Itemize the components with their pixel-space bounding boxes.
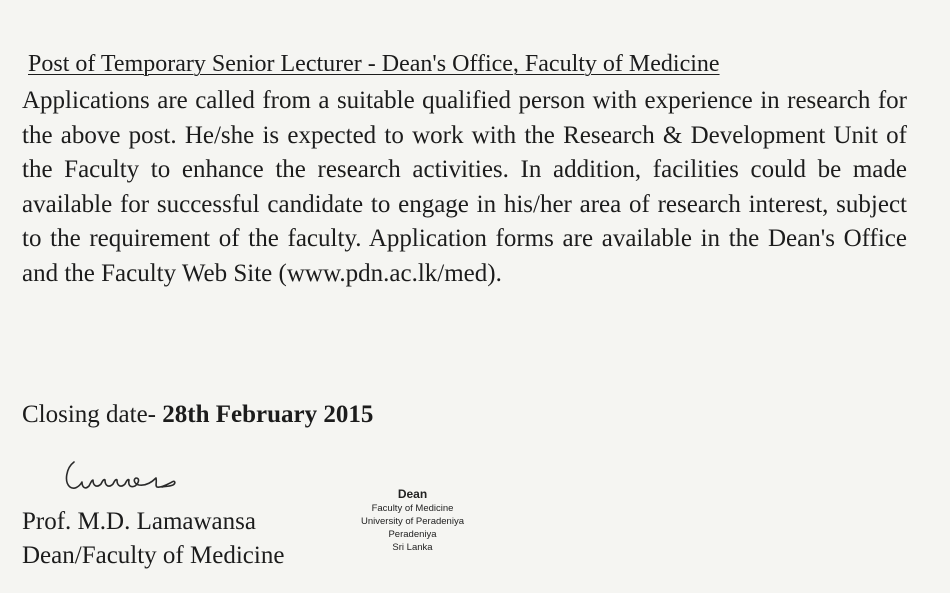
handwritten-signature bbox=[60, 456, 190, 501]
notice-title: Post of Temporary Senior Lecturer - Dean's Office, Faculty of Medicine bbox=[28, 51, 720, 77]
dean-office-stamp bbox=[345, 486, 480, 554]
stamp-line-university: University of Peradeniya bbox=[361, 516, 464, 527]
signatory-title: Dean/Faculty of Medicine bbox=[22, 542, 285, 569]
closing-date-line bbox=[22, 399, 373, 431]
notice-body: Applications are called from a suitable qualified person with experience in research for the above post. He/she is expected to work with the Research & Development Unit of the Faculty to enhance the research activities. In addition, facilities could be made available for successful candidate to engage in his/her area of research interest, subject to the requirement of the faculty. Application forms are available in the Dean's Office and the Faculty Web Site (www.pdn.ac.lk/med). bbox=[22, 87, 907, 287]
signatory-name: Prof. M.D. Lamawansa bbox=[22, 508, 256, 535]
stamp-line-city: Peradeniya bbox=[388, 529, 437, 540]
stamp-line-country: Sri Lanka bbox=[392, 542, 433, 553]
stamp-line-faculty: Faculty of Medicine bbox=[371, 503, 454, 514]
closing-date-value: 28th February 2015 bbox=[162, 401, 374, 428]
closing-date-label: Closing date- bbox=[22, 401, 157, 428]
stamp-title: Dean bbox=[397, 487, 428, 501]
